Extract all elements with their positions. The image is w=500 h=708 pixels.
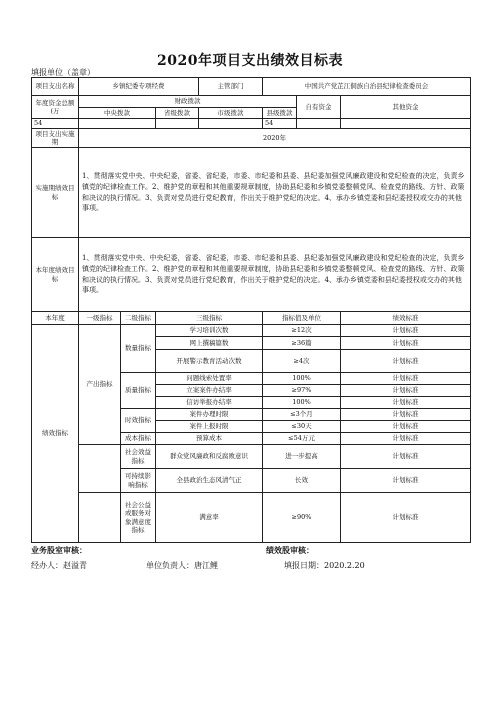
cost-indicators-label: 成本指标	[121, 433, 156, 445]
project-name-value: 乡镇纪委专项经费	[79, 78, 199, 96]
indicator-value: ≥97%	[263, 385, 341, 397]
indicator-standard: 计划标准	[341, 325, 471, 337]
indicator-standard: 计划标准	[341, 409, 471, 421]
indicator-value: 长效	[263, 469, 341, 493]
central-label: 中央拨款	[79, 108, 156, 119]
satisfaction-l1	[79, 493, 121, 543]
header-level3: 三级指标	[156, 312, 263, 325]
own-funds-value	[297, 119, 341, 129]
indicator-standard: 计划标准	[341, 421, 471, 433]
city-value	[199, 119, 263, 129]
indicator-l3: 开展警示教育活动次数	[156, 350, 263, 373]
indicator-value: ≤54万元	[263, 433, 341, 445]
perf-indicators-label: 绩效指标	[32, 325, 79, 543]
indicator-value: ≤3个月	[263, 409, 341, 421]
indicator-standard: 计划标准	[341, 469, 471, 493]
indicator-standard: 计划标准	[341, 337, 471, 350]
other-funds-value	[341, 119, 471, 129]
indicator-standard: 计划标准	[341, 397, 471, 409]
indicator-l3: 学习培训次数	[156, 325, 263, 337]
indicator-standard: 计划标准	[341, 373, 471, 385]
indicator-value: ≥36篇	[263, 337, 341, 350]
handler: 经办人：赵溢青	[31, 561, 87, 570]
indicator-value: 100%	[263, 397, 341, 409]
indicator-value: ≥12次	[263, 325, 341, 337]
time-indicators-label: 时效指标	[121, 409, 156, 433]
indicator-value: ≥90%	[263, 493, 341, 543]
other-funds-label: 其他资金	[341, 96, 471, 119]
business-review-label: 业务股室审核：	[31, 545, 87, 555]
indicator-l3: 群众党风廉政和反腐败意识	[156, 445, 263, 469]
sustain-label: 可持续影响指标	[121, 469, 156, 493]
project-name-label: 项目支出名称	[32, 78, 79, 96]
own-funds-label: 自有资金	[297, 96, 341, 119]
fill-date: 填报日期：2020.2.20	[284, 561, 365, 570]
indicator-standard: 计划标准	[341, 433, 471, 445]
indicator-l3: 全县政治生态风清气正	[156, 469, 263, 493]
central-value	[79, 119, 156, 129]
annual-goal-text: 1、贯彻落实党中央、中央纪委，省委、省纪委，市委、市纪委和县委、县纪委加强党风廉政建设和党纪检查的决定，负责乡镇党的纪律检查工作。2、维护党的章程和其他重要规章制度，协助县纪委和乡镇党委整顿党风、检查党的路线、方针、政策和决议的执行情况。3、负责对党员进行党纪教育，作出关于维护党纪的决定。4、承办乡镇党委和县纪委授权或交办的其他事项。	[79, 238, 471, 312]
social-benefit-label: 社会效益指标	[121, 445, 156, 469]
effect-indicators-label	[79, 445, 121, 493]
county-value: 54	[263, 119, 297, 129]
indicator-standard: 计划标准	[341, 445, 471, 469]
performance-target-table	[31, 77, 471, 543]
header-value: 指标值及单位	[263, 312, 341, 325]
header-level2: 二级指标	[121, 312, 156, 325]
fill-unit-label: 填报单位（盖章）	[31, 68, 95, 77]
period-goal-text: 1、贯彻落实党中央、中央纪委，省委、省纪委，市委、市纪委和县委、县纪委加强党风廉政建设和党纪检查的决定，负责乡镇党的纪律检查工作。2、维护党的章程和其他重要规章制度，协助县纪委和乡镇党委整顿党风、检查党的路线、方针、政策和决议的执行情况。3、负责对党员进行党纪教育，作出关于维护党纪的决定。4、承办乡镇党委和县纪委授权或交办的其他事项。	[79, 148, 471, 238]
indicator-value: ≤30天	[263, 421, 341, 433]
county-label: 县级拨款	[263, 108, 297, 119]
indicator-l3: 立案案件办结率	[156, 385, 263, 397]
indicator-value: 100%	[263, 373, 341, 385]
fiscal-label: 财政拨款	[79, 96, 297, 108]
indicator-l3: 案件办理时限	[156, 409, 263, 421]
indicator-l3: 信访举报办结率	[156, 397, 263, 409]
page-title: 2020年项目支出绩效目标表	[157, 53, 343, 69]
period-label: 项目支出实施期	[32, 129, 79, 148]
province-value	[156, 119, 199, 129]
header-level1: 一级指标	[79, 312, 121, 325]
indicator-l3: 预算成本	[156, 433, 263, 445]
annual-funds-label: 年度资金总额(万	[32, 96, 79, 119]
annual-funds-value: 54	[32, 119, 79, 129]
dept-value: 中国共产党芷江侗族自治县纪律检查委员会	[263, 78, 471, 96]
indicator-l3: 网上撰稿篇数	[156, 337, 263, 350]
period-value: 2020年	[79, 129, 471, 148]
header-standard: 绩效标准	[341, 312, 471, 325]
indicator-value: 进一步提高	[263, 445, 341, 469]
indicator-standard: 计划标准	[341, 493, 471, 543]
city-label: 市级拨款	[199, 108, 263, 119]
performance-review-label: 绩效股审核：	[266, 545, 314, 555]
indicator-standard: 计划标准	[341, 385, 471, 397]
quantity-indicators-label: 数量指标	[121, 325, 156, 373]
quality-indicators-label: 质量指标	[121, 373, 156, 409]
header-year: 本年度	[32, 312, 79, 325]
dept-label: 主管部门	[199, 78, 263, 96]
indicator-l3: 问题线索处置率	[156, 373, 263, 385]
period-goal-label: 实施期绩效目标	[32, 148, 79, 238]
indicator-value: ≥4次	[263, 350, 341, 373]
indicator-standard: 计划标准	[341, 350, 471, 373]
province-label: 省级拨款	[156, 108, 199, 119]
indicator-l3: 满意率	[156, 493, 263, 543]
satisfaction-label: 社会公益或服务对象满意度指标	[121, 493, 156, 543]
unit-head: 单位负责人：唐江鲤	[146, 561, 218, 570]
annual-goal-label: 本年度绩效目标	[32, 238, 79, 312]
indicator-l3: 案件上报时限	[156, 421, 263, 433]
output-indicators-label: 产出指标	[79, 325, 121, 445]
